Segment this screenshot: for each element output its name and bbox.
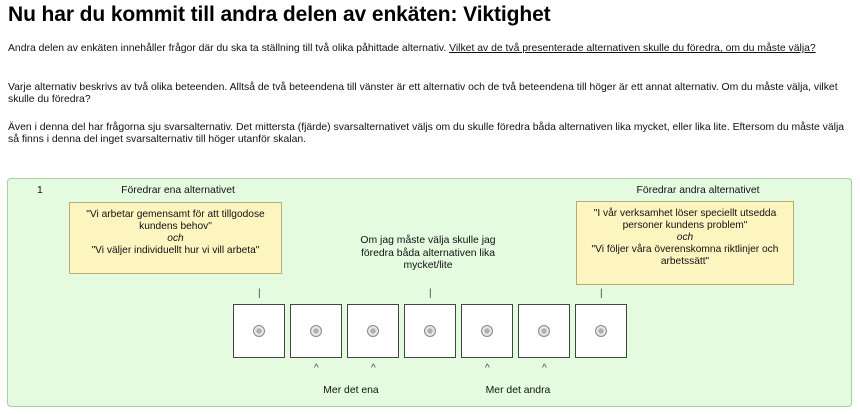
answer-cell-2 xyxy=(290,304,342,358)
instruction-link[interactable]: Vilket av de två presenterade alternativen skulle du föredra, om du måste välja? xyxy=(449,43,816,54)
right-alternative-box xyxy=(576,201,794,285)
more-right-label: Mer det andra xyxy=(485,385,551,396)
answer-radio-4[interactable] xyxy=(424,325,436,337)
scale-paragraph: Även i denna del har frågorna sju svarsalternativ. Det mittersta (fjärde) svarsalternativet väljs om du skulle föredra båda alternativen lika mycket, eller lika lite. Eftersom du måste välja så finns i denna del inget svarsalternativ till höger utanför skalan. xyxy=(8,122,845,145)
more-left-label: Mer det ena xyxy=(323,385,379,396)
left-alternative-line2: "Vi väljer individuellt hur vi vill arbeta" xyxy=(91,245,260,256)
question-panel xyxy=(7,178,852,407)
intro-text: Andra delen av enkäten innehåller frågor där du ska ta ställning till två olika påhittade alternativ. xyxy=(8,43,450,54)
tick-middle: | xyxy=(429,288,432,299)
caret-6: ^ xyxy=(542,363,547,374)
answer-radio-2[interactable] xyxy=(310,325,322,337)
answer-radio-6[interactable] xyxy=(538,325,550,337)
question-number: 1 xyxy=(37,185,43,196)
answer-cell-1 xyxy=(233,304,285,358)
right-alternative-line2: "Vi följer våra överenskomna riktlinjer och arbetssätt" xyxy=(591,244,779,267)
answer-cell-6 xyxy=(518,304,570,358)
left-heading: Föredrar ena alternativet xyxy=(121,185,235,196)
left-alternative-conjunction: och xyxy=(167,233,184,244)
tick-left: | xyxy=(258,288,261,299)
caret-5: ^ xyxy=(485,363,490,374)
middle-option-text: Om jag måste välja skulle jag föredra båda alternativen lika mycket/lite xyxy=(360,235,496,271)
description-paragraph: Varje alternativ beskrivs av två olika beteenden. Alltså de två beteendena till vänster är ett alternativ och de två beteendena till höger är ett annat alternativ. Om du måste välja, vilket skulle du föredra? xyxy=(8,82,838,105)
answer-cell-4 xyxy=(404,304,456,358)
tick-right: | xyxy=(600,288,603,299)
caret-2: ^ xyxy=(314,363,319,374)
answer-radio-3[interactable] xyxy=(367,325,379,337)
page-title: Nu har du kommit till andra delen av enkäten: Viktighet xyxy=(8,3,551,26)
left-alternative-line1: "Vi arbetar gemensamt för att tillgodose kundens behov" xyxy=(86,209,265,232)
right-alternative-line1: "I vår verksamhet löser speciellt utsedda personer kundens problem" xyxy=(593,208,777,231)
right-heading: Föredrar andra alternativet xyxy=(636,185,760,196)
right-alternative-conjunction: och xyxy=(676,232,694,243)
caret-3: ^ xyxy=(371,363,376,374)
intro-paragraph xyxy=(8,43,850,55)
answer-radio-7[interactable] xyxy=(595,325,607,337)
answer-radio-5[interactable] xyxy=(481,325,493,337)
answer-cell-7 xyxy=(575,304,627,358)
answer-cell-3 xyxy=(347,304,399,358)
left-alternative-box xyxy=(69,202,282,274)
answer-cell-5 xyxy=(461,304,513,358)
answer-radio-1[interactable] xyxy=(253,325,265,337)
